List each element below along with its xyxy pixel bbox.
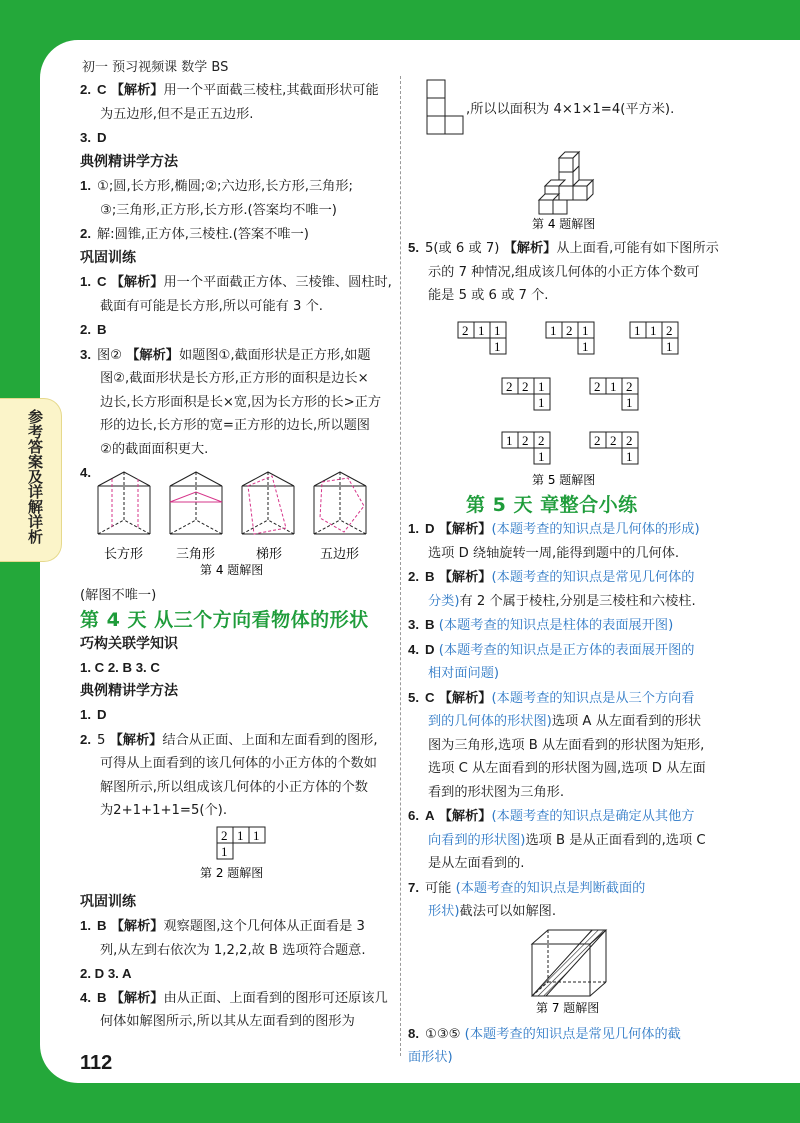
grid-cell: 1: [478, 322, 485, 338]
grid-cell: 1: [666, 338, 673, 354]
g4-caption: 第 4 题解图: [200, 562, 264, 576]
r5-line1: 5. 5(或 6 或 7) 【解析】从上面看,可能有如下图所示: [408, 240, 719, 256]
page-number: 112: [80, 1052, 113, 1074]
g3-line3: 边长,长方形面积是长×宽,因为长方形的长>正方: [100, 394, 382, 410]
p2-line1: 2. B 【解析】(本题考查的知识点是常见几何体的: [408, 569, 695, 585]
label-rectangle: 长方形: [104, 546, 144, 562]
grid-cell: 1: [582, 322, 589, 338]
grid-cell: 1: [494, 322, 501, 338]
bottom-border: [0, 1083, 800, 1123]
grid-cell: 2: [506, 378, 513, 394]
d2-line: 2. 解:圆锥,正方体,三棱柱.(答案不唯一): [80, 226, 309, 242]
p1-line2: 选项 D 绕轴旋转一周,能得到题中的几何体.: [428, 545, 680, 561]
grid-cell: 1: [506, 432, 513, 448]
p5-line3: 图为三角形,选项 B 从左面看到的形状图为矩形,: [428, 737, 705, 753]
grid-cell: 2: [666, 322, 673, 338]
g1-line1: 1. C 【解析】用一个平面截正方体、三棱锥、圆柱时,: [80, 274, 392, 290]
r5-line3: 能是 5 或 6 或 7 个.: [428, 288, 549, 303]
p5-line5: 看到的形状图为三角形.: [428, 784, 565, 800]
grid-cell: 1: [538, 448, 545, 464]
grid-cell: 1: [634, 322, 641, 338]
p7-cube-figure: [408, 924, 720, 1016]
grid-cell: 1: [237, 827, 244, 843]
grid-cell: 2: [522, 432, 529, 448]
r4-caption: 第 4 题解图: [532, 217, 596, 231]
p8-line1: 8. ①③⑤ (本题考查的知识点是常见几何体的截: [408, 1025, 681, 1042]
prism-triangle: [170, 472, 222, 534]
grid-cell: 1: [582, 338, 589, 354]
e1-line: 1. D: [80, 707, 107, 722]
qg-answers: 1. C 2. B 3. C: [80, 660, 160, 675]
g2-line: 2. B: [80, 322, 107, 337]
grid-cell: 1: [538, 378, 545, 394]
p5-line1: 5. C 【解析】(本题考查的知识点是从三个方向看: [408, 689, 695, 706]
r4-block: [408, 78, 720, 142]
p4-line2: 相对面问题): [428, 666, 500, 681]
g3-line5: ②的截面面积更大.: [100, 441, 209, 457]
section-qiaogou: 巧构关联学知识: [80, 635, 178, 652]
r4-text: ,所以以面积为 4×1×1=4(平方米).: [466, 102, 675, 117]
grid-cell: 1: [610, 378, 617, 394]
prism-pentagon: [314, 472, 366, 534]
g4-note: (解图不唯一): [80, 587, 157, 603]
label-triangle: 三角形: [176, 546, 216, 562]
q2-line2: 为五边形,但不是正五边形.: [100, 106, 254, 122]
section-gonggu2: 巩固训练: [80, 893, 136, 910]
grid-cell: 2: [221, 827, 228, 843]
e2-line4: 为2+1+1+1=5(个).: [100, 803, 228, 818]
g3-line4: 形的边长,长方形的宽=正方形的边长,所以题图: [100, 418, 370, 433]
grid-cell: 1: [253, 827, 260, 843]
p2-line2: 分类)有 2 个属于棱柱,分别是三棱柱和六棱柱.: [428, 593, 696, 609]
grid-cell: 2: [566, 322, 573, 338]
p6-line2: 向看到的形状图)选项 B 是从正面看到的,选项 C: [428, 832, 706, 848]
g1-line2: 截面有可能是长方形,所以可能有 3 个.: [100, 298, 323, 314]
g3-line1: 3. 图② 【解析】如题图①,截面形状是正方形,如题: [80, 346, 371, 363]
section-dianli2: 典例精讲学方法: [80, 682, 178, 699]
g3-line2: 图②,截面形状是长方形,正方形的面积是边长×: [100, 371, 369, 386]
prism-trapezoid: [242, 472, 294, 534]
h4-line2: 何体如解图所示,所以其从左面看到的图形为: [100, 1014, 355, 1029]
p6-line1: 6. A 【解析】(本题考查的知识点是确定从其他方: [408, 808, 695, 824]
h4-line1: 4. B 【解析】由从正面、上面看到的图形可还原该几: [80, 989, 388, 1006]
q2-line1: 2. C 【解析】用一个平面截三棱柱,其截面形状可能: [80, 82, 379, 98]
d1-line2: ③;三角形,正方形,长方形.(答案均不唯一): [100, 202, 337, 218]
right-column: [408, 78, 720, 1070]
h1-line2: 列,从左到右依次为 1,2,2,故 B 选项符合题意.: [100, 942, 366, 958]
r5-caption: 第 5 题解图: [532, 472, 596, 487]
p5-line4: 选项 C 从左面看到的形状图为圆,选项 D 从左面: [428, 761, 706, 776]
day5-title: 第 5 天 章整合小练: [466, 493, 638, 516]
r5-grid-figures: [408, 314, 720, 490]
grid-cell: 2: [594, 378, 601, 394]
section-dianli: 典例精讲学方法: [80, 153, 178, 170]
p7-line2: 形状)截法可以如解图.: [428, 904, 557, 919]
label-pentagon: 五边形: [320, 546, 360, 562]
h2-answers: 2. D 3. A: [80, 966, 132, 981]
p1-line1: 1. D 【解析】(本题考查的知识点是几何体的形成): [408, 521, 700, 537]
e2-line2: 可得从上面看到的该几何体的小正方体的个数如: [100, 756, 377, 771]
e2-line1: 2. 5 【解析】结合从正面、上面和左面看到的图形,: [80, 731, 378, 748]
column-divider: [400, 76, 401, 1056]
grid-cell: 2: [522, 378, 529, 394]
grid-cell: 2: [538, 432, 545, 448]
grid-cell: 1: [650, 322, 657, 338]
p4-line1: 4. D (本题考查的知识点是正方体的表面展开图的: [408, 641, 695, 658]
side-tab-label: 参考答案及详解详析: [26, 409, 44, 544]
g4-prism-figures: [80, 466, 390, 576]
grid-cell: 1: [626, 448, 633, 464]
grid-cell: 2: [626, 432, 633, 448]
h1-line1: 1. B 【解析】观察题图,这个几何体从正面看是 3: [80, 918, 365, 934]
q3-line: 3. D: [80, 130, 107, 145]
grid-cell: 1: [550, 322, 557, 338]
grid-cell: 1: [538, 394, 545, 410]
e2-grid-figure: [80, 823, 390, 881]
p3-line: 3. B (本题考查的知识点是柱体的表面展开图): [408, 617, 674, 633]
p6-line3: 是从左面看到的.: [428, 856, 525, 871]
grid-cell: 2: [594, 432, 601, 448]
p8-line2: 面形状): [408, 1050, 453, 1065]
day4-title: 第 4 天 从三个方向看物体的形状: [80, 609, 369, 631]
e2-caption: 第 2 题解图: [200, 865, 264, 880]
grid-cell: 1: [626, 394, 633, 410]
d1-line1: 1. ①;圆,长方形,椭圆;②;六边形,长方形,三角形;: [80, 178, 353, 194]
left-column: [80, 78, 390, 1034]
prism-rectangle: [98, 472, 150, 534]
page-header: 初一 预习视频课 数学 BS: [82, 60, 229, 75]
r4-cube-figure: [408, 142, 720, 232]
p7-line1: 7. 可能 (本题考查的知识点是判断截面的: [408, 879, 646, 896]
r5-line2: 示的 7 种情况,组成该几何体的小正方体个数可: [428, 264, 700, 280]
side-tab[interactable]: [0, 398, 62, 562]
grid-cell: 2: [626, 378, 633, 394]
g4-num: 4.: [80, 465, 91, 480]
p5-line2: 到的几何体的形状图)选项 A 从左面看到的形状: [428, 714, 702, 729]
grid-cell: 2: [462, 322, 469, 338]
grid-cell: 2: [610, 432, 617, 448]
section-gonggu: 巩固训练: [80, 249, 136, 266]
p7-caption: 第 7 题解图: [536, 1000, 600, 1015]
label-trapezoid: 梯形: [256, 546, 283, 562]
grid-cell: 1: [494, 338, 501, 354]
e2-line3: 解图所示,所以组成该几何体的小正方体的个数: [100, 779, 368, 795]
grid-cell: 1: [221, 843, 228, 859]
